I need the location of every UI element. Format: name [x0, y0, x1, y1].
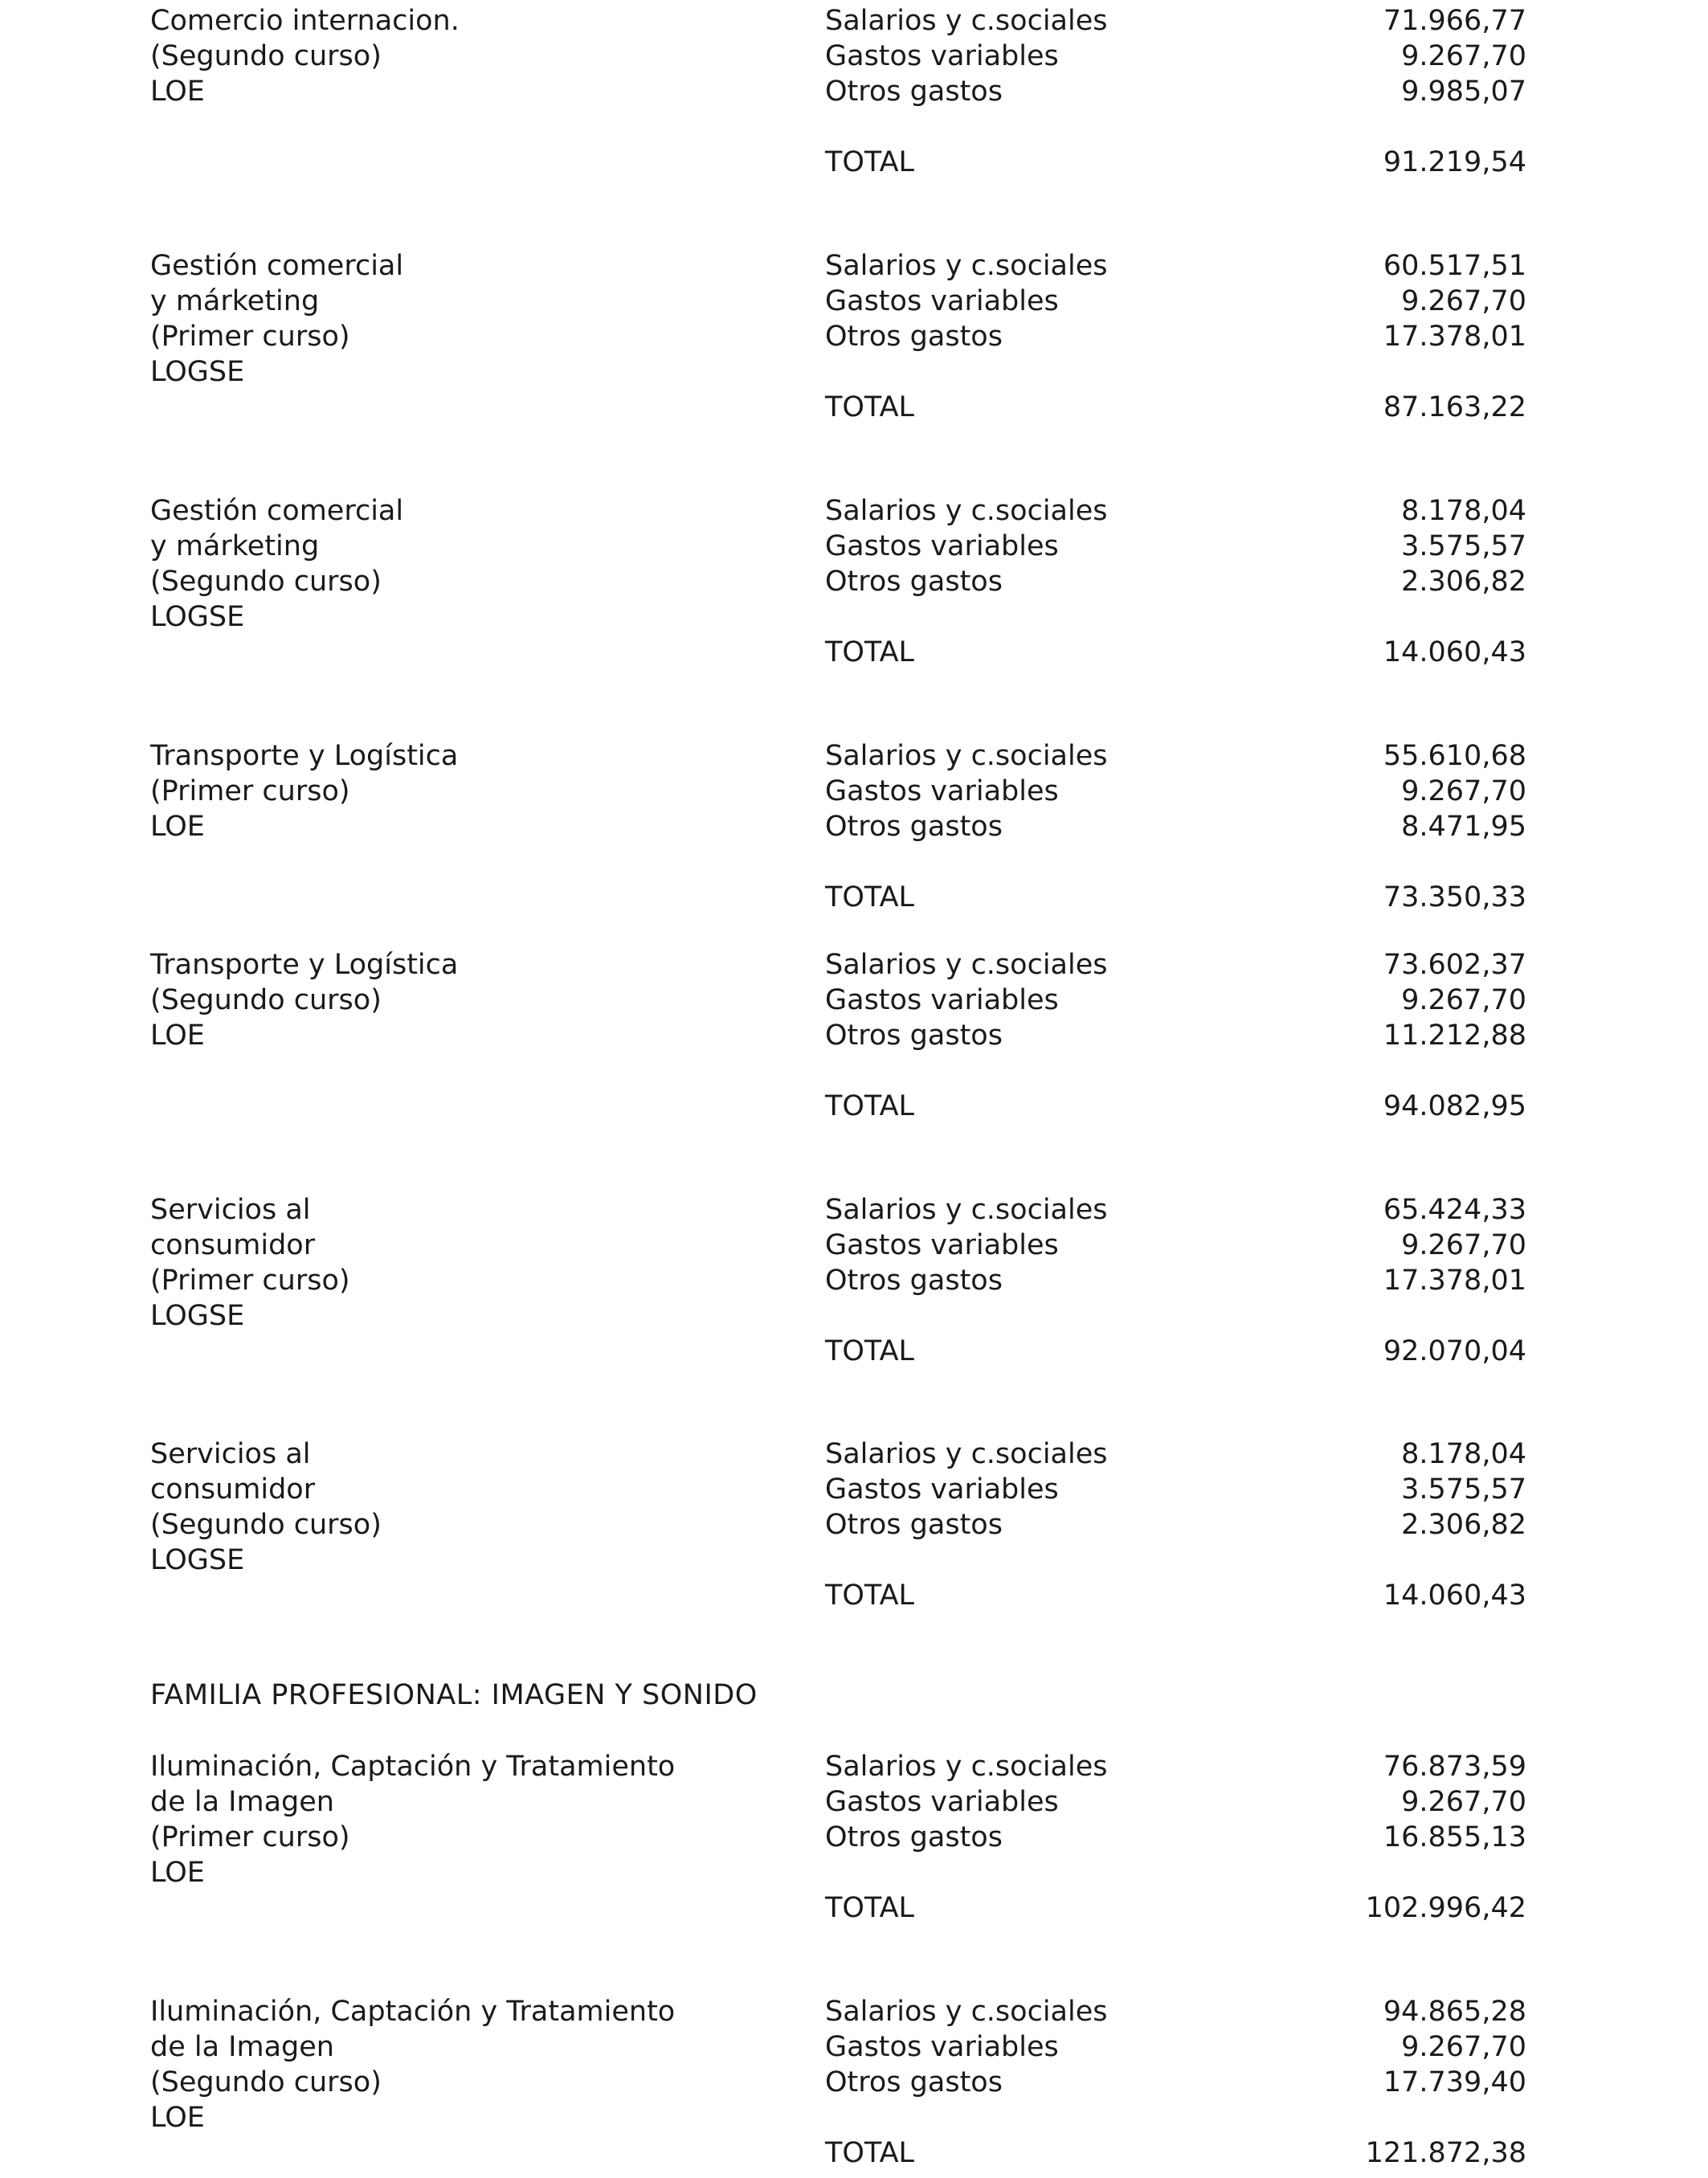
concept-label: Gastos variables: [825, 1473, 1059, 1506]
amount-value: 3.575,57: [1401, 1473, 1526, 1506]
concept-label: Salarios y c.sociales: [825, 5, 1108, 37]
concept-label: Otros gastos: [825, 1020, 1003, 1052]
concept-label: Otros gastos: [825, 566, 1003, 598]
course-line: (Primer curso): [150, 1821, 350, 1853]
cost-concepts: [825, 1749, 1275, 1855]
total-value: 87.163,22: [1383, 391, 1526, 423]
cost-concepts: [825, 3, 1275, 109]
concept-label: Gastos variables: [825, 1229, 1059, 1261]
amount-value: 73.602,37: [1383, 949, 1526, 981]
concept-label: Salarios y c.sociales: [825, 1194, 1108, 1226]
total-row: [0, 1578, 1708, 1613]
amount-value: 9.267,70: [1401, 285, 1526, 317]
cost-amounts: [1285, 1749, 1526, 1855]
cost-amounts: [1285, 1436, 1526, 1543]
amount-value: 3.575,57: [1401, 530, 1526, 562]
cost-amounts: [1285, 493, 1526, 599]
course-line: Iluminación, Captación y Tratamiento: [150, 1996, 676, 2028]
course-line: Gestión comercial: [150, 250, 404, 282]
course-line: de la Imagen: [150, 2031, 334, 2063]
course-line: LOGSE: [150, 1544, 245, 1576]
course-description: [150, 1436, 809, 1578]
amount-value: 2.306,82: [1401, 1509, 1526, 1541]
concept-label: Salarios y c.sociales: [825, 495, 1108, 527]
course-line: LOE: [150, 1020, 205, 1052]
total-row: [0, 1334, 1708, 1369]
cost-concepts: [825, 493, 1275, 599]
total-value: 94.082,95: [1383, 1090, 1526, 1122]
cost-concepts: [825, 738, 1275, 844]
concept-label: Gastos variables: [825, 775, 1059, 807]
total-value: 92.070,04: [1383, 1335, 1526, 1367]
course-description: [150, 738, 809, 844]
total-label: TOTAL: [825, 1579, 915, 1612]
course-description: [150, 947, 809, 1053]
course-line: (Primer curso): [150, 321, 350, 353]
concept-label: Salarios y c.sociales: [825, 250, 1108, 282]
course-line: Gestión comercial: [150, 495, 404, 527]
course-line: Iluminación, Captación y Tratamiento: [150, 1751, 676, 1783]
amount-value: 94.865,28: [1383, 1996, 1526, 2028]
total-row: [0, 1890, 1708, 1926]
course-line: LOE: [150, 2102, 205, 2134]
amount-value: 55.610,68: [1383, 740, 1526, 772]
course-line: Comercio internacion.: [150, 5, 460, 37]
course-line: (Primer curso): [150, 775, 350, 807]
cost-amounts: [1285, 1192, 1526, 1298]
concept-label: Salarios y c.sociales: [825, 1996, 1108, 2028]
concept-label: Otros gastos: [825, 811, 1003, 843]
total-row: [0, 145, 1708, 180]
concept-label: Gastos variables: [825, 285, 1059, 317]
total-value: 121.872,38: [1365, 2137, 1526, 2169]
concept-label: Gastos variables: [825, 984, 1059, 1016]
amount-value: 60.517,51: [1383, 250, 1526, 282]
concept-label: Gastos variables: [825, 2031, 1059, 2063]
total-value: 14.060,43: [1383, 1579, 1526, 1612]
concept-label: Otros gastos: [825, 1265, 1003, 1297]
cost-amounts: [1285, 947, 1526, 1053]
course-line: y márketing: [150, 530, 320, 562]
total-label: TOTAL: [825, 1335, 915, 1367]
amount-value: 17.739,40: [1383, 2066, 1526, 2098]
course-line: (Segundo curso): [150, 984, 382, 1016]
amount-value: 9.267,70: [1401, 2031, 1526, 2063]
concept-label: Otros gastos: [825, 2066, 1003, 2098]
course-line: LOE: [150, 1857, 205, 1889]
course-line: de la Imagen: [150, 1786, 334, 1818]
cost-concepts: [825, 1192, 1275, 1298]
concept-label: Otros gastos: [825, 321, 1003, 353]
course-line: (Primer curso): [150, 1265, 350, 1297]
course-description: [150, 493, 809, 635]
total-row: [0, 635, 1708, 670]
course-line: consumidor: [150, 1473, 316, 1506]
course-line: Servicios al: [150, 1194, 311, 1226]
amount-value: 9.267,70: [1401, 40, 1526, 72]
amount-value: 71.966,77: [1383, 5, 1526, 37]
total-row: [0, 390, 1708, 425]
amount-value: 17.378,01: [1383, 321, 1526, 353]
course-line: Transporte y Logística: [150, 740, 459, 772]
course-line: (Segundo curso): [150, 2066, 382, 2098]
course-line: LOE: [150, 76, 205, 108]
amount-value: 76.873,59: [1383, 1751, 1526, 1783]
amount-value: 2.306,82: [1401, 566, 1526, 598]
total-label: TOTAL: [825, 1892, 915, 1924]
cost-concepts: [825, 1436, 1275, 1543]
total-value: 14.060,43: [1383, 636, 1526, 668]
amount-value: 9.267,70: [1401, 984, 1526, 1016]
total-row: [0, 880, 1708, 915]
course-line: Transporte y Logística: [150, 949, 459, 981]
course-line: y márketing: [150, 285, 320, 317]
total-value: 73.350,33: [1383, 881, 1526, 913]
total-label: TOTAL: [825, 2137, 915, 2169]
course-line: consumidor: [150, 1229, 316, 1261]
cost-amounts: [1285, 1994, 1526, 2100]
cost-concepts: [825, 1994, 1275, 2100]
total-row: [0, 2135, 1708, 2171]
concept-label: Salarios y c.sociales: [825, 1751, 1108, 1783]
course-line: Servicios al: [150, 1438, 311, 1470]
concept-label: Otros gastos: [825, 76, 1003, 108]
concept-label: Gastos variables: [825, 530, 1059, 562]
total-label: TOTAL: [825, 636, 915, 668]
cost-amounts: [1285, 738, 1526, 844]
cost-amounts: [1285, 248, 1526, 354]
total-row: [0, 1089, 1708, 1124]
amount-value: 8.178,04: [1401, 1438, 1526, 1470]
total-label: TOTAL: [825, 1090, 915, 1122]
concept-label: Salarios y c.sociales: [825, 949, 1108, 981]
concept-label: Salarios y c.sociales: [825, 740, 1108, 772]
amount-value: 9.985,07: [1401, 76, 1526, 108]
course-description: [150, 1749, 809, 1890]
course-description: [150, 3, 809, 109]
cost-amounts: [1285, 3, 1526, 109]
concept-label: Otros gastos: [825, 1509, 1003, 1541]
concept-label: Gastos variables: [825, 1786, 1059, 1818]
amount-value: 9.267,70: [1401, 1229, 1526, 1261]
amount-value: 9.267,70: [1401, 1786, 1526, 1818]
course-line: (Segundo curso): [150, 1509, 382, 1541]
total-label: TOTAL: [825, 391, 915, 423]
amount-value: 8.178,04: [1401, 495, 1526, 527]
amount-value: 9.267,70: [1401, 775, 1526, 807]
course-line: LOGSE: [150, 356, 245, 388]
amount-value: 65.424,33: [1383, 1194, 1526, 1226]
amount-value: 17.378,01: [1383, 1265, 1526, 1297]
amount-value: 8.471,95: [1401, 811, 1526, 843]
cost-concepts: [825, 248, 1275, 354]
total-label: TOTAL: [825, 146, 915, 178]
concept-label: Salarios y c.sociales: [825, 1438, 1108, 1470]
course-description: [150, 248, 809, 390]
total-label: TOTAL: [825, 881, 915, 913]
total-value: 102.996,42: [1365, 1892, 1526, 1924]
course-line: LOGSE: [150, 1300, 245, 1332]
concept-label: Gastos variables: [825, 40, 1059, 72]
family-heading: FAMILIA PROFESIONAL: IMAGEN Y SONIDO: [150, 1679, 758, 1711]
course-line: (Segundo curso): [150, 566, 382, 598]
course-line: LOGSE: [150, 601, 245, 633]
total-value: 91.219,54: [1383, 146, 1526, 178]
course-description: [150, 1192, 809, 1334]
amount-value: 16.855,13: [1383, 1821, 1526, 1853]
cost-concepts: [825, 947, 1275, 1053]
concept-label: Otros gastos: [825, 1821, 1003, 1853]
course-description: [150, 1994, 809, 2135]
course-line: LOE: [150, 811, 205, 843]
amount-value: 11.212,88: [1383, 1020, 1526, 1052]
course-line: (Segundo curso): [150, 40, 382, 72]
